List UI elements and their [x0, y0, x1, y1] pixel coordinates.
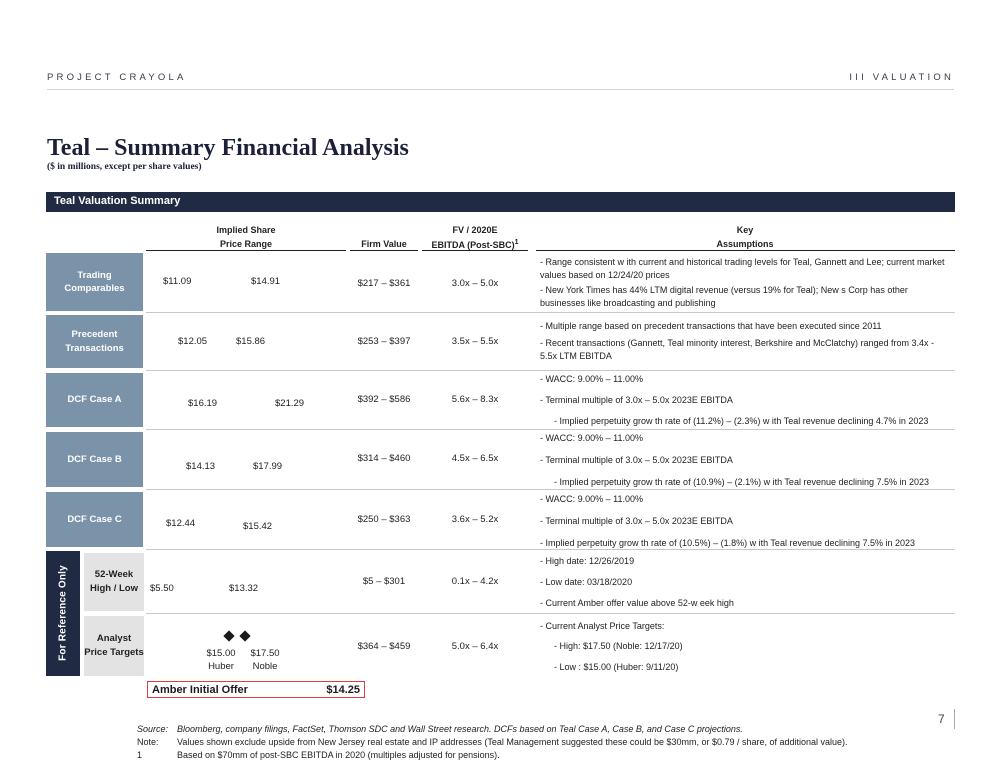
row-high-value: $14.91: [251, 276, 281, 287]
amber-offer-box: [147, 681, 365, 698]
row-low-value: $12.05: [178, 336, 208, 347]
row-multiple: 3.6x – 5.2x: [451, 514, 499, 525]
row-separator: [146, 549, 955, 550]
assumption-text: - WACC: 9.00% – 11.00%: [540, 374, 644, 384]
section-banner: Teal Valuation Summary: [46, 192, 955, 212]
target-marker-diamond: [223, 630, 234, 641]
row-multiple: 4.5x – 6.5x: [451, 453, 499, 464]
footnote-note-text: Values shown exclude upside from New Jersey real estate and IP addresses (Teal Management suggested these could be $30mm, or $0.79 / share, of additional value).: [177, 737, 848, 747]
page-subtitle: ($ in millions, except per share values): [47, 162, 202, 172]
page-number-rule: [954, 709, 955, 729]
row-multiple: 5.0x – 6.4x: [451, 641, 499, 652]
row-high-value: $15.42: [243, 521, 273, 532]
header-rule: [47, 89, 954, 90]
col-key-line2: Assumptions: [716, 239, 774, 249]
assumption-text: - High: $17.50 (Noble: 12/17/20): [554, 641, 683, 651]
col-fv-line1: FV / 2020E: [452, 225, 498, 235]
footnote-source-text: Bloomberg, company filings, FactSet, Thomson SDC and Wall Street research. DCFs based on Teal Case A, Case B, and Case C projections.: [177, 724, 743, 734]
row-high-value: $17.99: [253, 461, 283, 472]
offer-value: $14.25: [326, 684, 360, 696]
assumption-text: - Implied perpetuity grow th rate of (10.9%) – (2.1%) w ith Teal revenue declining 7.5% in 2023: [554, 477, 930, 487]
row-separator: [146, 489, 955, 490]
row-low-value: $16.19: [188, 398, 218, 409]
assumption-text: - Recent transactions (Gannett, Teal minority interest, Berkshire and McClatchy) ranged from 3.4x - 5.5x LTM EBITDA: [540, 338, 934, 361]
col-rule-key: [536, 250, 955, 251]
assumption-text: - Current Analyst Price Targets:: [540, 621, 665, 631]
col-rule-firm: [350, 250, 418, 251]
analyst-target-high: $17.50 Noble: [250, 648, 280, 673]
assumption-text: - Current Amber offer value above 52-w eek high: [540, 598, 734, 608]
row-low-value: $5.50: [150, 583, 174, 594]
assumption-text: - Range consistent w ith current and historical trading levels for Teal, Gannett and Lee; current market values based on 12/24/20 prices: [540, 257, 945, 280]
assumption-text: - WACC: 9.00% – 11.00%: [540, 433, 644, 443]
assumption-text: - Terminal multiple of 3.0x – 5.0x 2023E EBITDA: [540, 395, 733, 405]
col-implied-line2: Price Range: [219, 239, 273, 249]
col-firm-value: Firm Value: [361, 239, 407, 249]
row-firm-value: $217 – $361: [357, 278, 411, 289]
row-firm-value: $314 – $460: [357, 453, 411, 464]
assumption-text: - Low : $15.00 (Huber: 9/11/20): [554, 662, 679, 672]
col-fv-line2: EBITDA (Post-SBC)$^1$: [431, 239, 519, 250]
footnote-source-label: Source:: [137, 724, 169, 734]
row-low-value: $11.09: [163, 276, 192, 287]
row-low-value: $14.13: [186, 461, 216, 472]
row-label-dcf-a: DCF Case A: [46, 373, 143, 427]
page-number: 7: [938, 712, 945, 726]
row-label-trading-comps: Trading Comparables: [46, 253, 143, 311]
section-name: III VALUATION: [849, 72, 954, 83]
row-multiple: 5.6x – 8.3x: [451, 394, 499, 405]
row-label-dcf-b: DCF Case B: [46, 432, 143, 487]
row-firm-value: $5 – $301: [362, 576, 406, 587]
row-label-dcf-c: DCF Case C: [46, 492, 143, 547]
offer-label: Amber Initial Offer: [152, 684, 248, 696]
assumption-text: - Terminal multiple of 3.0x – 5.0x 2023E EBITDA: [540, 455, 733, 465]
col-rule-fv: [422, 250, 528, 251]
row-firm-value: $253 – $397: [357, 336, 411, 347]
assumption-text: - New York Times has 44% LTM digital revenue (versus 19% for Teal); New s Corp has other businesses like broadcasting and publishing: [540, 285, 908, 308]
assumption-text: - Multiple range based on precedent transactions that have been executed since 2011: [540, 321, 882, 331]
row-label-analyst-targets: Analyst Price Targets: [84, 616, 144, 676]
assumption-text: - High date: 12/26/2019: [540, 556, 635, 566]
row-separator: [146, 429, 955, 430]
row-low-value: $12.44: [166, 518, 196, 529]
col-implied-line1: Implied Share: [216, 225, 276, 235]
row-high-value: $13.32: [229, 583, 259, 594]
assumption-text: - WACC: 9.00% – 11.00%: [540, 494, 644, 504]
row-separator: [146, 312, 955, 313]
footnote-note-label: Note:: [137, 737, 159, 747]
row-label-precedents: Precedent Transactions: [46, 315, 143, 368]
row-separator: [146, 613, 955, 614]
analyst-target-low: $15.00 Huber: [206, 648, 236, 673]
row-high-value: $15.86: [236, 336, 266, 347]
footnote-1-label: 1: [137, 750, 143, 760]
col-rule-implied: [146, 250, 346, 251]
row-separator: [146, 370, 955, 371]
footnote-1-text: Based on $70mm of post-SBC EBITDA in 2020 (multiples adjusted for pensions).: [177, 750, 500, 760]
row-multiple: 3.5x – 5.5x: [451, 336, 499, 347]
row-high-value: $21.29: [275, 398, 305, 409]
assumption-text: - Low date: 03/18/2020: [540, 577, 633, 587]
assumption-text: - Implied perpetuity grow th rate of (10.5%) – (1.8%) w ith Teal revenue declining 7.5% in 2023: [540, 538, 916, 548]
reference-band-label: For Reference Only: [57, 565, 69, 661]
assumption-text: - Implied perpetuity grow th rate of (11.2%) – (2.3%) w ith Teal revenue declining 4.7% in 2023: [554, 416, 929, 426]
project-name: PROJECT CRAYOLA: [47, 72, 187, 83]
row-multiple: 3.0x – 5.0x: [451, 278, 499, 289]
row-firm-value: $392 – $586: [357, 394, 411, 405]
assumption-text: - Terminal multiple of 3.0x – 5.0x 2023E EBITDA: [540, 516, 733, 526]
row-firm-value: $364 – $459: [357, 641, 411, 652]
col-key-line1: Key: [736, 225, 754, 235]
page-title: Teal – Summary Financial Analysis: [47, 135, 409, 161]
row-multiple: 0.1x – 4.2x: [451, 576, 499, 587]
target-marker-diamond: [239, 630, 250, 641]
row-label-52-week: 52-Week High / Low: [84, 553, 144, 611]
row-firm-value: $250 – $363: [357, 514, 411, 525]
